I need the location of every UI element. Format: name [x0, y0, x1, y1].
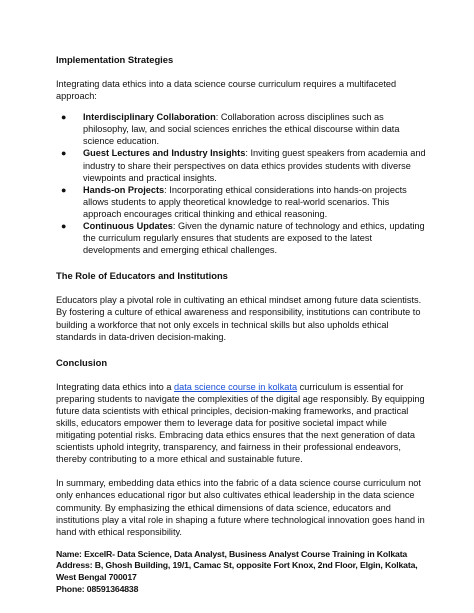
list-item-text: : Collaboration across disciplines such as philosophy, law, and social sciences enriches the ethical discourse within data science education.	[83, 112, 400, 147]
implementation-heading: Implementation Strategies	[56, 54, 174, 65]
educators-paragraph: Educators play a pivotal role in cultivating an ethical mindset among future data scientists. By fostering a culture of ethical awareness and responsibility, institutions can contribute to building a workforce that not only excels in technical skills but also upholds ethical standards in data-driven decision-making.	[56, 295, 422, 342]
list-item-title: Continuous Updates	[83, 221, 173, 232]
bullet-icon: ●	[61, 221, 67, 232]
list-item-text: : Inviting guest speakers from academia and industry to share their perspectives on data ethics provides students with diverse viewpoints and practical insights.	[83, 148, 426, 183]
list-item	[56, 184, 426, 220]
educators-heading: The Role of Educators and Institutions	[56, 270, 228, 282]
document-page	[56, 54, 426, 595]
list-item-text: : Given the dynamic nature of technology and ethics, updating the curriculum regularly ensures that students are exposed to the latest developments and emerging ethical challenges.	[83, 221, 425, 256]
list-item-title: Hands-on Projects	[83, 184, 165, 195]
strategy-list	[56, 111, 426, 256]
bullet-icon: ●	[61, 184, 67, 195]
conclusion-heading: Conclusion	[56, 356, 108, 368]
contact-address: Name: ExcelR- Data Science, Data Analyst, Business Analyst Course Training in Kolkata Address: B, Ghosh Building, 19/1, Camac St, opposite Fort Knox, 2nd Floor, Elgin, Kolkata, West Bengal 700017	[56, 548, 418, 582]
list-item	[56, 220, 426, 256]
list-item	[56, 111, 426, 147]
conclusion-text-end: curriculum is essential for preparing students to navigate the complexities of the digital age responsibly. By equipping future data scientists with ethical principles, decision-making frameworks, and practical skills, educators empower them to leverage data for positive societal impact while mitigating potential risks. Embracing data ethics ensures that the next generation of data scientists uphold integrity, transparency, and fairness in their professional endeavors, thereby contributing to a more ethical and sustainable future.	[56, 381, 425, 465]
bullet-icon: ●	[61, 148, 67, 159]
conclusion-text-start: Integrating data ethics into a	[56, 381, 174, 392]
list-item-text: : Incorporating ethical considerations into hands-on projects allows students to apply theoretical knowledge to real-world scenarios. This approach encourages critical thinking and ethical reasoning.	[83, 184, 407, 219]
bullet-icon: ●	[61, 112, 67, 123]
summary-paragraph: In summary, embedding data ethics into the fabric of a data science course curriculum not only enhances educational rigor but also cultivates ethical leadership in the data science community. By emphasizing the ethical dimensions of data science, educators and institutions play a vital role in shaping a future where technological innovation goes hand in hand with ethical responsibility.	[56, 478, 425, 537]
list-item-title: Interdisciplinary Collaboration	[83, 112, 216, 123]
conclusion-paragraph	[56, 381, 426, 466]
contact-phone: Phone: 08591364838	[56, 583, 139, 594]
implementation-intro: Integrating data ethics into a data science course curriculum requires a multifaceted approach:	[56, 79, 397, 102]
course-link[interactable]: data science course in kolkata	[173, 381, 298, 392]
list-item	[56, 147, 426, 183]
list-item-title: Guest Lectures and Industry Insights	[83, 148, 246, 159]
